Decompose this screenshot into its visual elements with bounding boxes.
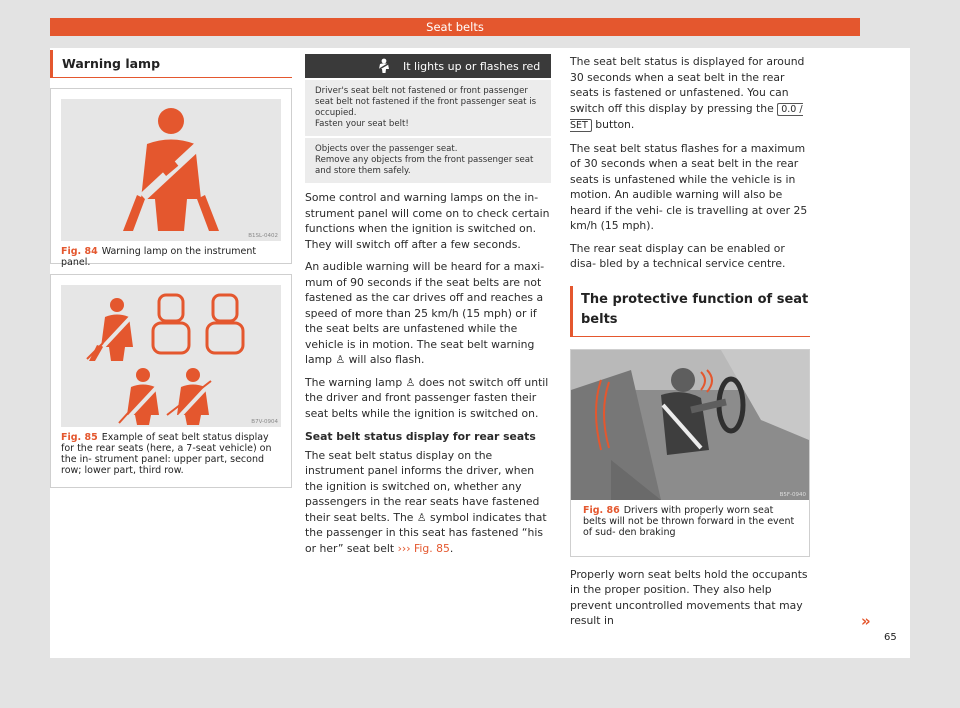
p2-text-a: An audible warning will be heard for a maxi- mum of 90 seconds if the seat belts are not fastened as the car drives off and reaches a speed of more than 25 km/h (15 mph) or if the seat belts are unfastened while the vehicle is in motion. The seat belt warning lamp [305, 260, 545, 366]
fig84-caption [51, 241, 291, 275]
driver-braking-photo [571, 350, 809, 500]
warning-row-1 [305, 80, 551, 136]
seatbelt-inline-icon: ♙ [416, 510, 427, 524]
paragraph-2 [305, 259, 551, 368]
p3-text-a: The warning lamp [305, 375, 403, 389]
rear-status-subhead: Seat belt status display for rear seats [305, 430, 536, 443]
warning-row-1-action: Fasten your seat belt! [315, 119, 409, 129]
fig85-code: B7V-0904 [251, 419, 278, 425]
warning-table-title: It lights up or flashes red [403, 59, 541, 73]
fig86-label: Fig. 86 [583, 504, 620, 516]
paragraph-1: Some control and warning lamps on the in- strument panel will come on to check certain functions when the ignition is switched on. They will switch off after a few seconds. [305, 191, 550, 251]
fig85-caption [51, 427, 291, 483]
right-column [570, 54, 810, 629]
seatbelt-warning-icon [61, 99, 281, 241]
fig84-caption-text: Warning lamp on the instrument panel. [61, 246, 257, 268]
fig86-code: B5F-0940 [779, 491, 806, 498]
figure-84 [50, 88, 292, 268]
right-paragraph-2: The seat belt status flashes for a maximum of 30 seconds when a seat belt in the rear seats is unfastened while the vehicle is in motion. An audible warning will also be heard if the vehi- cle is travelling at over 25 km/h (15 mph). [570, 141, 808, 232]
right-body-2 [570, 567, 810, 629]
fig84-code: B1SL-0402 [248, 233, 278, 239]
paragraph-4 [305, 448, 551, 557]
p4-end: . [449, 541, 454, 555]
p4-text-a: The seat belt status display on the instrument panel informs the driver, when the ignition is switched on, whether any passengers in the rear seats have fastened their seat belts. The [305, 448, 540, 524]
fig85-label: Fig. 85 [61, 432, 98, 443]
p3-text-b: does not switch off until the driver and front passenger fasten their seat belts while the ignition is switched on. [305, 375, 549, 420]
fig85-link[interactable]: ››› Fig. 85 [397, 541, 450, 555]
right-paragraph-1 [570, 54, 810, 134]
rp1-text-a: The seat belt status is displayed for around 30 seconds when a seat belt in the rear seats is fastened or unfastened. You can switch off this display by pressing the [570, 55, 805, 115]
set-button-label: 0.0 / SET [570, 103, 803, 131]
figure-86 [570, 349, 810, 557]
section-title-wrap [50, 50, 292, 78]
warning-row-2-text: Objects over the passenger seat. [315, 144, 458, 154]
middle-body [305, 190, 551, 556]
fig85-caption-text: Example of seat belt status display for the rear seats (here, a 7-seat vehicle) on the in- strument panel: upper part, second row; lower part, third row. [61, 432, 272, 476]
warning-row-1-text: Driver's seat belt not fastened or front passenger seat belt not fastened if the front passenger seat is occupied. [315, 86, 537, 118]
seat-status-display-icon [61, 285, 281, 427]
left-column [50, 48, 292, 488]
fig84-label: Fig. 84 [61, 246, 98, 257]
page-number: 65 [884, 632, 897, 643]
p4-text-b: symbol indicates that the passenger in this seat has fastened “his or her” seat belt [305, 510, 547, 555]
page-header: Seat belts [50, 18, 860, 36]
right-body [570, 54, 810, 272]
warning-table-header [305, 54, 551, 78]
right-paragraph-3: The rear seat display can be enabled or disa- bled by a technical service centre. [570, 241, 786, 270]
fig84-image [61, 99, 281, 241]
fig86-caption [571, 500, 809, 545]
seatbelt-inline-icon: ♙ [335, 353, 346, 366]
seatbelt-icon [377, 58, 391, 74]
right-paragraph-4: Properly worn seat belts hold the occupants in the proper position. They also help prevent uncontrolled movements that may result in [570, 567, 808, 627]
warning-row-2 [305, 138, 551, 183]
figure-85 [50, 274, 292, 488]
paragraph-3 [305, 375, 551, 422]
rp1-text-b: button. [595, 118, 635, 131]
continue-marker: » [861, 612, 871, 630]
warning-lamp-title: Warning lamp [50, 50, 292, 77]
warning-row-2-action: Remove any objects from the front passenger seat and store them safely. [315, 155, 534, 176]
seatbelt-inline-icon: ♙ [405, 375, 416, 389]
fig85-image [61, 285, 281, 427]
fig86-caption-text: Drivers with properly worn seat belts will not be thrown forward in the event of sud- den braking [583, 504, 795, 538]
p2-text-b: will also flash. [348, 353, 425, 366]
protective-function-title: The protective function of seat belts [570, 286, 810, 337]
middle-column [305, 54, 551, 556]
fig86-image [571, 350, 809, 500]
